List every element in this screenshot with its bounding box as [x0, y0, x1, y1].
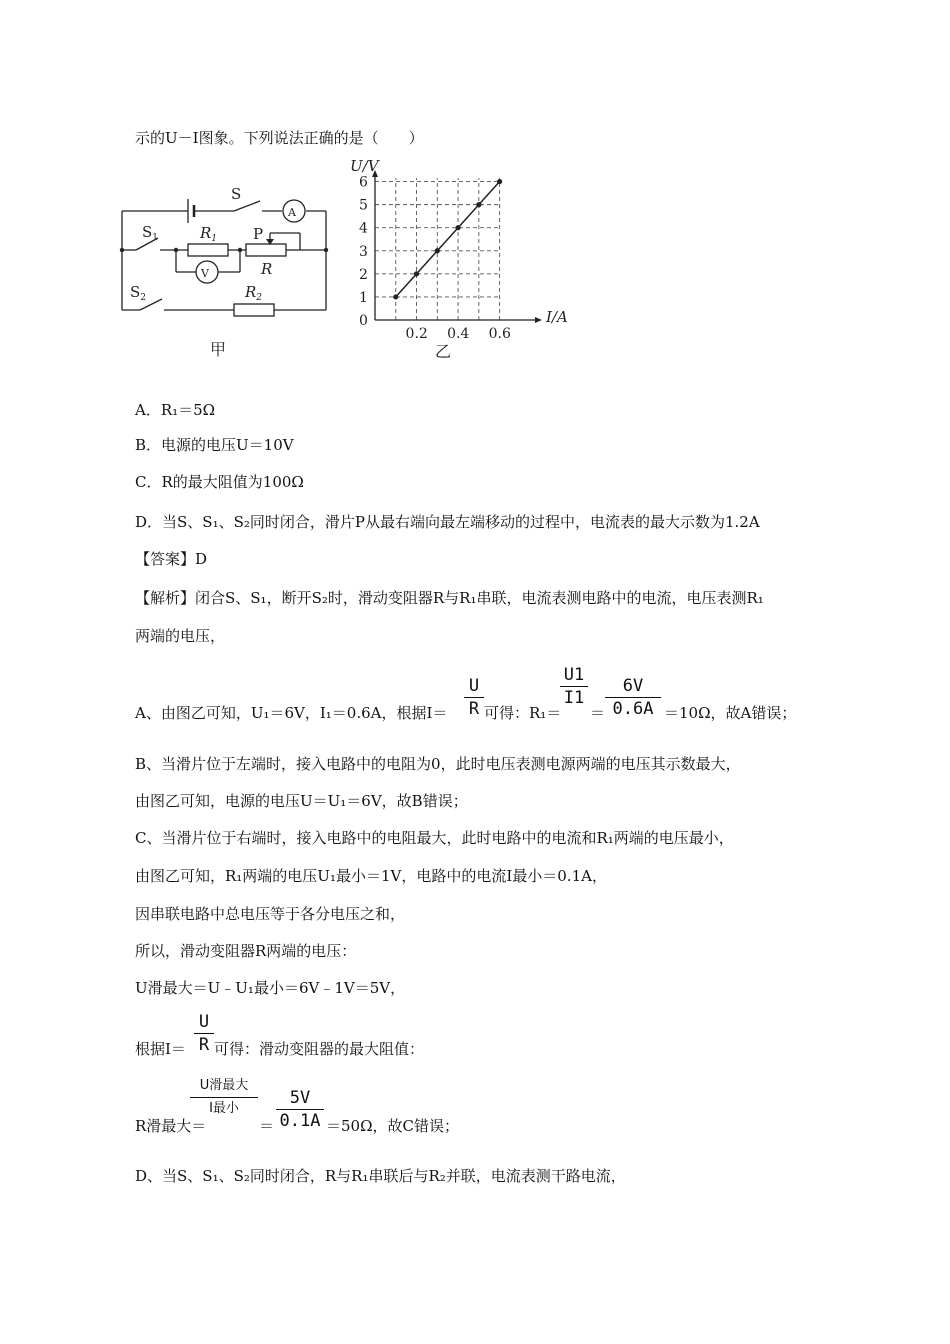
label-s2: $S_2$ [130, 283, 147, 303]
analysis-c-6a: 根据I＝ [135, 1040, 186, 1058]
data-point [393, 294, 398, 299]
fraction-u-over-r-2: U R [194, 1012, 214, 1055]
analysis-b-2: 由图乙可知，电源的电压U＝U₁＝6V，故B错误； [135, 792, 468, 810]
y-axis-label: U/V [350, 157, 379, 175]
y-tick-label: 2 [359, 266, 368, 283]
x-axis-label: I/A [546, 308, 568, 326]
x-tick-label: 0.2 [405, 326, 428, 342]
label-p: P [253, 225, 264, 243]
data-point [476, 202, 481, 207]
ammeter-label: A [288, 206, 296, 219]
analysis-b-1: B、当滑片位于左端时，接入电路中的电阻为0，此时电压表测电源两端的电压其示数最大， [135, 755, 741, 773]
y-tick-label: 1 [359, 289, 368, 306]
analysis-d-1: D、当S、S₁、S₂同时闭合，R与R₁串联后与R₂并联，电流表测干路电流， [135, 1167, 626, 1185]
analysis-line-2: 两端的电压， [135, 627, 226, 645]
label-r1: $R_1$ [200, 224, 218, 244]
y-tick-label: 4 [359, 220, 368, 237]
voltmeter-label: V [201, 267, 209, 280]
y-tick-label: 3 [359, 243, 368, 260]
analysis-a-eq: ＝ [590, 704, 606, 722]
option-a: A．R₁＝5Ω [135, 401, 216, 419]
fraction-u1-over-i1: U1 I1 [560, 665, 588, 708]
analysis-c-4: 所以，滑动变阻器R两端的电压： [135, 942, 357, 960]
x-tick-label: 0.4 [447, 326, 470, 342]
analysis-c-7a: R滑最大＝ [135, 1117, 207, 1135]
question-intro: 示的U－I图象。下列说法正确的是（ ） [135, 129, 424, 147]
series-line [396, 182, 500, 297]
option-b: B．电源的电压U＝10V [135, 436, 294, 454]
x-tick-label: 0.6 [488, 326, 511, 342]
ui-chart [340, 155, 570, 360]
x-axis-arrow [535, 317, 542, 323]
label-s1: $S_1$ [142, 223, 159, 243]
fraction-5v-over-01a: 5V 0.1A [276, 1088, 324, 1131]
analysis-c-3: 因串联电路中总电压等于各分电压之和， [135, 905, 406, 923]
label-r2: $R_2$ [245, 283, 263, 303]
data-point [497, 179, 502, 184]
fraction-6v-over-06a: 6V 0.6A [605, 676, 661, 719]
caption-jia: 甲 [210, 340, 227, 359]
answer: 【答案】D [135, 550, 208, 568]
analysis-a-text-4: ＝10Ω，故A错误； [664, 704, 797, 722]
caption-yi: 乙 [435, 342, 452, 360]
origin-label: 0 [359, 313, 368, 329]
data-point [414, 271, 419, 276]
circuit-diagram [110, 175, 350, 365]
fraction-u-over-r: U R [464, 676, 484, 719]
fraction-uslide-over-imin: U滑最大 I最小 [190, 1076, 258, 1119]
resistor-r1 [188, 244, 228, 256]
rheostat-r [246, 244, 286, 256]
data-point [435, 248, 440, 253]
option-c: C．R的最大阻值为100Ω [135, 473, 304, 491]
analysis-c-5: U滑最大＝U﹣U₁最小＝6V﹣1V＝5V， [135, 979, 406, 997]
resistor-r2 [234, 304, 274, 316]
data-point [455, 225, 460, 230]
analysis-line-1: 【解析】闭合S、S₁，断开S₂时，滑动变阻器R与R₁串联，电流表测电路中的电流，电压表测R₁ [135, 589, 764, 607]
y-tick-label: 5 [359, 197, 368, 214]
analysis-c-6b: 可得：滑动变阻器的最大阻值： [214, 1040, 425, 1058]
label-r: R [261, 260, 273, 278]
analysis-c-7c: ＝50Ω，故C错误； [326, 1117, 460, 1135]
label-s: S [231, 185, 242, 203]
option-d: D．当S、S₁、S₂同时闭合，滑片P从最右端向最左端移动的过程中，电流表的最大示数为1.2A [135, 513, 760, 531]
y-tick-label: 6 [359, 174, 368, 191]
analysis-a-text-1: A、由图乙可知，U₁＝6V，I₁＝0.6A，根据I＝ [135, 704, 448, 722]
analysis-c-1: C、当滑片位于右端时，接入电路中的电阻最大，此时电路中的电流和R₁两端的电压最小， [135, 829, 734, 847]
analysis-a-text-2: 可得：R₁＝ [484, 704, 562, 722]
analysis-c-7-eq: ＝ [259, 1117, 275, 1135]
analysis-c-2: 由图乙可知，R₁两端的电压U₁最小＝1V，电路中的电流I最小＝0.1A， [135, 867, 607, 885]
